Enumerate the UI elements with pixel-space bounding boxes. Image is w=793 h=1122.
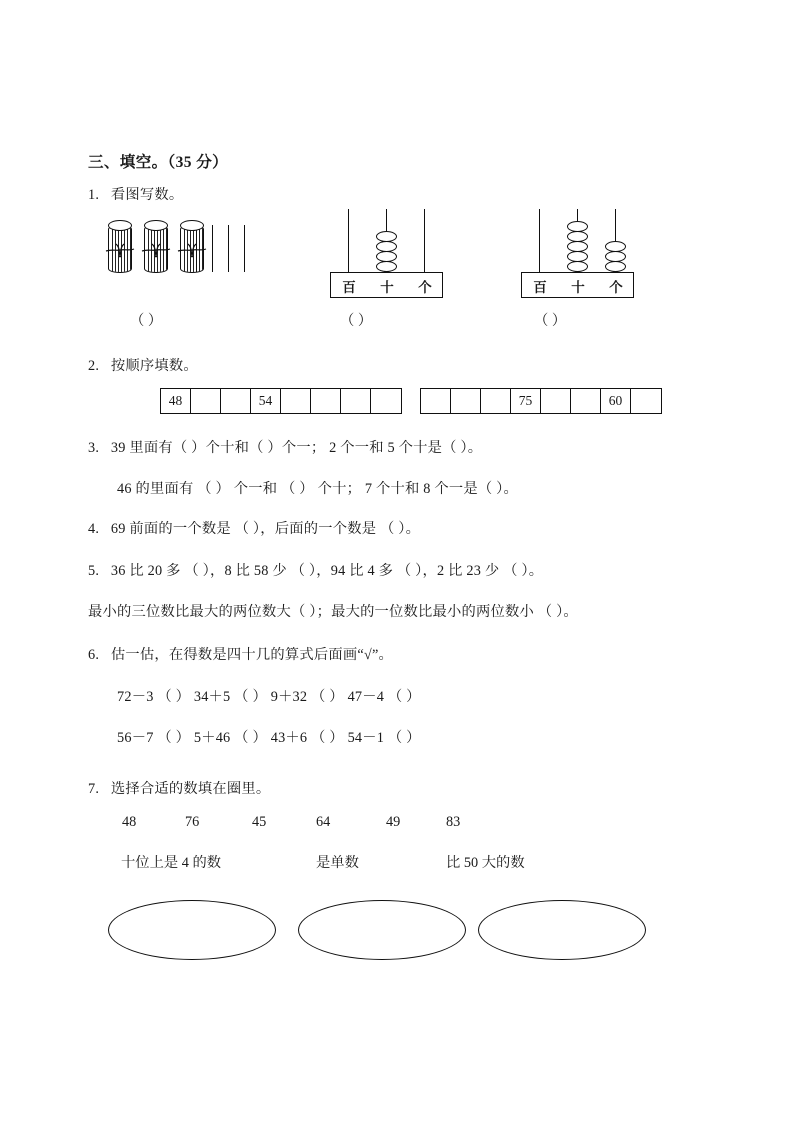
question-3-text-1: 39 里面有（ ）个十和（ ）个一； 2 个一和 5 个十是（ ）。: [110, 440, 483, 456]
category-label-odd-numbers: 是单数: [316, 855, 359, 871]
question-2-text: 按顺序填数。: [110, 358, 198, 374]
grid-cell[interactable]: [341, 389, 371, 413]
stick-bundle: [108, 220, 134, 278]
question-5-number: 5.: [88, 563, 100, 579]
grid-cell[interactable]: [571, 389, 601, 413]
question-6-prompt: [88, 644, 393, 664]
category-oval-greater-than-50[interactable]: [478, 900, 646, 960]
abacus-bead: [376, 261, 397, 272]
answer-blank-figure-2[interactable]: （ ）: [340, 313, 373, 329]
bundle-top-ellipse: [144, 220, 168, 231]
question-7-prompt: [88, 778, 270, 798]
grid-cell[interactable]: [281, 389, 311, 413]
pool-number[interactable]: 49: [386, 814, 401, 830]
question-5-line-2[interactable]: 最小的三位数比最大的两位数大（ ）；最大的一位数比最小的两位数小 （ ）。: [88, 604, 578, 620]
question-4-text-1: 69 前面的一个数是 （ ），后面的一个数是 （ ）。: [110, 521, 421, 537]
place-label-ones: 个: [418, 280, 432, 295]
number-sequence-grid-1: [160, 388, 402, 414]
stick-bundle: [180, 220, 206, 278]
number-sequence-grid-2: [420, 388, 662, 414]
question-3-number: 3.: [88, 440, 100, 456]
answer-blank-figure-1[interactable]: （ ）: [130, 313, 163, 329]
category-oval-tens-digit-4[interactable]: [108, 900, 276, 960]
place-label-tens: 十: [571, 280, 585, 295]
question-3-line-1[interactable]: [88, 437, 482, 457]
grid-cell[interactable]: [191, 389, 221, 413]
grid-cell[interactable]: [631, 389, 661, 413]
abacus-bead: [567, 261, 588, 272]
bundle-tie-icon: [105, 242, 135, 258]
place-value-box: [521, 272, 634, 298]
bundle-top-ellipse: [108, 220, 132, 231]
question-6-row-2[interactable]: 56－7 （ ） 5＋46 （ ） 43＋6 （ ） 54－1 （ ）: [117, 730, 421, 746]
grid-cell[interactable]: [221, 389, 251, 413]
grid-cell[interactable]: 60: [601, 389, 631, 413]
section-title: 三、填空。（35 分）: [88, 154, 229, 171]
grid-cell[interactable]: 75: [511, 389, 541, 413]
question-7-text: 选择合适的数填在圈里。: [110, 781, 271, 797]
question-6-text: 估一估，在得数是四十几的算式后面画“√”。: [110, 647, 393, 663]
question-1-illustrations: [0, 205, 793, 335]
place-label-hundreds: 百: [533, 280, 547, 295]
category-oval-odd-numbers[interactable]: [298, 900, 466, 960]
place-label-tens: 十: [380, 280, 394, 295]
bundle-tie-icon: [177, 242, 207, 258]
question-1-number: 1.: [88, 187, 100, 203]
question-6-number: 6.: [88, 647, 100, 663]
grid-cell[interactable]: [541, 389, 571, 413]
question-4-number: 4.: [88, 521, 100, 537]
question-1-prompt: [88, 184, 183, 204]
category-label-tens-digit-4: 十位上是 4 的数: [121, 855, 222, 871]
grid-cell[interactable]: [371, 389, 401, 413]
pool-number[interactable]: 48: [122, 814, 137, 830]
question-3-line-2[interactable]: 46 的里面有 （ ） 个一和 （ ） 个十； 7 个十和 8 个一是（ ）。: [117, 481, 518, 497]
grid-cell[interactable]: [311, 389, 341, 413]
question-4-line-1[interactable]: [88, 518, 420, 538]
grid-cell[interactable]: [451, 389, 481, 413]
question-6-row-1[interactable]: 72－3 （ ） 34＋5 （ ） 9＋32 （ ） 47－4 （ ）: [117, 689, 421, 705]
pool-number[interactable]: 64: [316, 814, 331, 830]
abacus-figure-1: [330, 209, 450, 304]
place-label-hundreds: 百: [342, 280, 356, 295]
bundle-top-ellipse: [180, 220, 204, 231]
place-value-box: [330, 272, 443, 298]
pool-number[interactable]: 45: [252, 814, 267, 830]
grid-cell[interactable]: 48: [161, 389, 191, 413]
abacus-bead: [605, 261, 626, 272]
abacus-rod-hundreds: [348, 209, 349, 277]
answer-blank-figure-3[interactable]: （ ）: [534, 313, 567, 329]
question-1-text: 看图写数。: [110, 187, 184, 203]
abacus-rod-ones: [424, 209, 425, 277]
bundle-tie-icon: [141, 242, 171, 258]
pool-number[interactable]: 76: [185, 814, 200, 830]
question-2-prompt: [88, 355, 198, 375]
pool-number[interactable]: 83: [446, 814, 461, 830]
grid-cell[interactable]: 54: [251, 389, 281, 413]
stick-bundle: [144, 220, 170, 278]
abacus-rod-hundreds: [539, 209, 540, 277]
abacus-figure-2: [521, 209, 641, 304]
category-label-greater-than-50: 比 50 大的数: [446, 855, 525, 871]
question-5-text-1: 36 比 20 多 （ ），8 比 58 少 （ ），94 比 4 多 （ ），2 比 23 少 （ ）。: [110, 563, 544, 579]
question-2-number: 2.: [88, 358, 100, 374]
grid-cell[interactable]: [421, 389, 451, 413]
grid-cell[interactable]: [481, 389, 511, 413]
place-label-ones: 个: [609, 280, 623, 295]
question-7-number: 7.: [88, 781, 100, 797]
question-5-line-1[interactable]: [88, 560, 543, 580]
